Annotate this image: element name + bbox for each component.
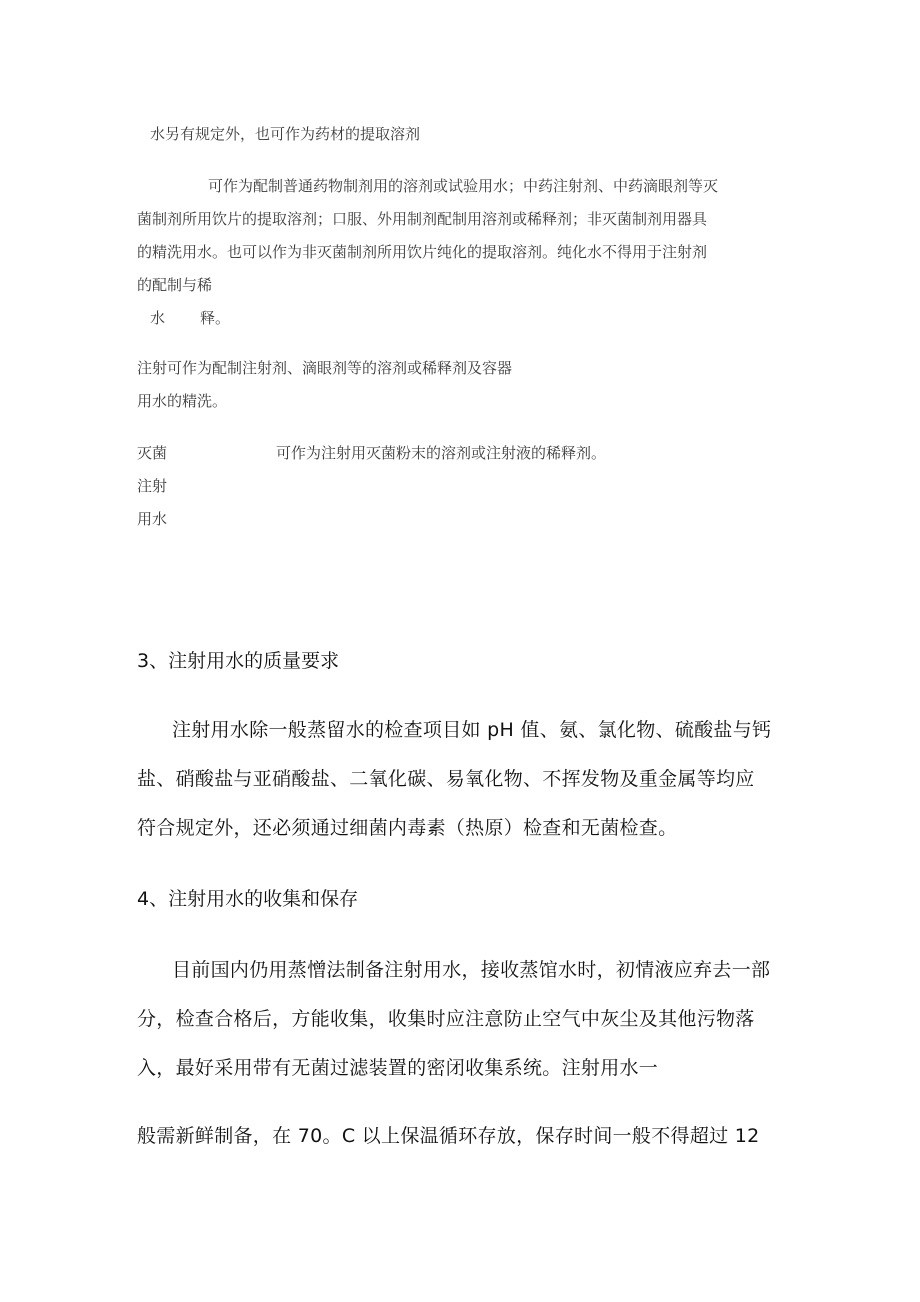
section-3-line-3: 符合规定外，还必须通过细菌内毒素（热原）检查和无菌检查。	[137, 817, 678, 839]
sterile-water-name-3: 用水	[137, 510, 168, 528]
section-4-line-2: 分，检查合格后，方能收集，收集时应注意防止空气中灰尘及其他污物落	[137, 1008, 755, 1030]
purified-water-tail-2: 释。	[200, 309, 231, 327]
sterile-water-usage: 可作为注射用灭菌粉末的溶剂或注射液的稀释剂。	[276, 444, 607, 462]
section-3-heading: 3、注射用水的质量要求	[137, 650, 340, 672]
section-4-line-3: 入，最好采用带有无菌过滤装置的密闭收集系统。注射用水一	[137, 1057, 659, 1079]
purified-water-usage-line-3: 的精洗用水。也可以作为非灭菌制剂所用饮片纯化的提取溶剂。纯化水不得用于注射剂	[137, 243, 708, 261]
purified-water-usage-line-2: 菌制剂所用饮片的提取溶剂；口服、外用制剂配制用溶剂或稀释剂；非灭菌制剂用器具	[137, 210, 708, 228]
section-3-line-2: 盐、硝酸盐与亚硝酸盐、二氧化碳、易氧化物、不挥发物及重金属等均应	[137, 768, 755, 790]
purified-water-tail-1: 水	[150, 309, 166, 327]
sterile-water-name-1: 灭菌	[137, 444, 168, 462]
purified-water-usage-line-1: 可作为配制普通药物制剂用的溶剂或试验用水；中药注射剂、中药滴眼剂等灭	[208, 177, 719, 195]
injection-water-line-2: 用水的精洗。	[137, 392, 228, 410]
section-3-line-1: 注射用水除一般蒸留水的检查项目如 pH 值、氨、氯化物、硫酸盐与钙	[172, 719, 772, 741]
table-row-text: 水另有规定外，也可作为药材的提取溶剂	[150, 125, 421, 143]
purified-water-usage-line-4: 的配制与稀	[137, 276, 213, 294]
injection-water-line-1: 注射可作为配制注射剂、滴眼剂等的溶剂或稀释剂及容器	[137, 359, 513, 377]
sterile-water-name-2: 注射	[137, 477, 168, 495]
section-4-heading: 4、注射用水的收集和保存	[137, 888, 359, 910]
section-4-line-4: 般需新鲜制备，在 70。C 以上保温循环存放，保存时间一般不得超过 12	[137, 1125, 760, 1147]
section-4-line-1: 目前国内仍用蒸憎法制备注射用水，接收蒸馆水时，初情液应弃去一部	[172, 959, 771, 981]
